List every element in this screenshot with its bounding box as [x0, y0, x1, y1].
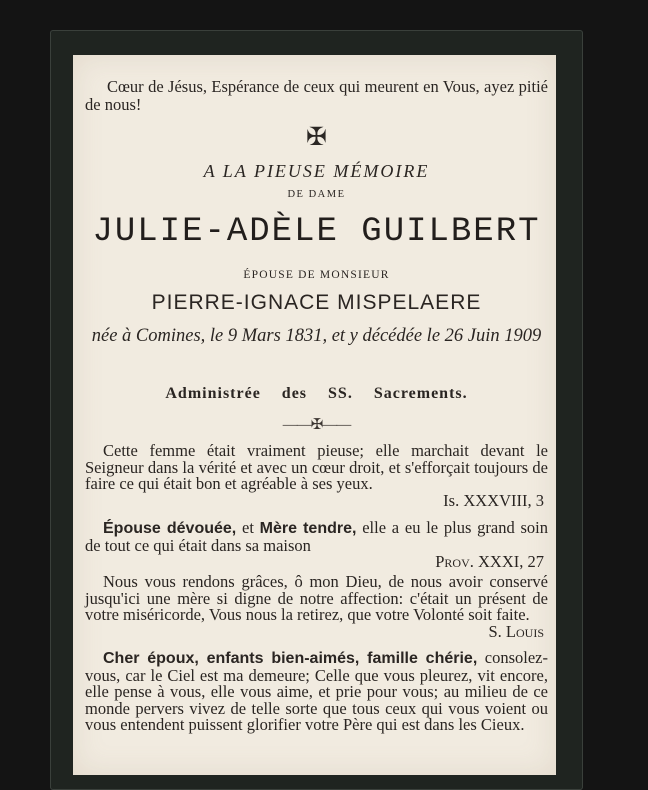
scripture-reference-isaiah: Is. XXXVIII, 3 [443, 490, 544, 510]
scripture-reference-proverbs: Prov. XXXI, 27 [435, 552, 544, 571]
mere-tendre-label: Mère tendre, [259, 520, 357, 537]
deceased-name: JULIE-ADÈLE GUILBERT [92, 213, 541, 251]
paragraph-spouse-mother-text: elle a eu le plus grand soin de tout ce qui était dans sa maison [85, 518, 548, 555]
de-dame-label: DE DAME [287, 189, 346, 200]
birth-death-line: née à Comines, le 9 Mars 1831, et y décédée le 26 Juin 1909 [91, 326, 542, 346]
divider-ornament: ——✠—— [282, 417, 351, 433]
memorial-heading: A LA PIEUSE MÉMOIRE [203, 161, 430, 181]
paragraph-piety [85, 443, 548, 509]
opening-prayer: Cœur de Jésus, Espérance de ceux qui meurent en Vous, ayez pitié de nous! [85, 77, 548, 114]
paragraph-family-text: consolez-vous, car le Ciel est ma demeure; Celle que vous pleurez, vit encore, elle pense à vous, elle vous aime, et prie pour vous; au milieu de ce monde pervers vivez de telle sorte que tous ceux qui vous voient ou vous entendent puissent glorifier votre Père qui est dans les Cieux. [85, 648, 548, 734]
quote-attribution: S. Louis [488, 621, 544, 641]
paragraph-piety-text: Cette femme était vraiment pieuse; elle marchait devant le Seigneur dans la vérité et avec un cœur droit, et s'efforçait toujours de faire ce qui était bon et agréable à ses yeux. [85, 441, 548, 493]
paragraph-spouse-mother [85, 520, 548, 571]
sacraments-line: Administrée des SS. Sacrements. [165, 385, 468, 402]
epouse-devouee-label: Épouse dévouée, [103, 520, 237, 537]
paragraph-thanks [85, 574, 548, 640]
cross-icon: ✠ [306, 124, 327, 151]
paragraph-family [85, 650, 548, 734]
husband-name: PIERRE-IGNACE MISPELAERE [151, 291, 482, 314]
spouse-label: ÉPOUSE DE MONSIEUR [243, 269, 390, 281]
conjunction-text: et [236, 518, 260, 537]
paragraph-thanks-text: Nous vous rendons grâces, ô mon Dieu, de nous avoir conservé jusqu'ici une mère si digne de notre affection: c'était un présent de votre miséricorde, Vous nous la retirez, que votre Volonté soit faite. [85, 572, 548, 624]
family-address: Cher époux, enfants bien-aimés, famille chérie, [103, 650, 478, 667]
